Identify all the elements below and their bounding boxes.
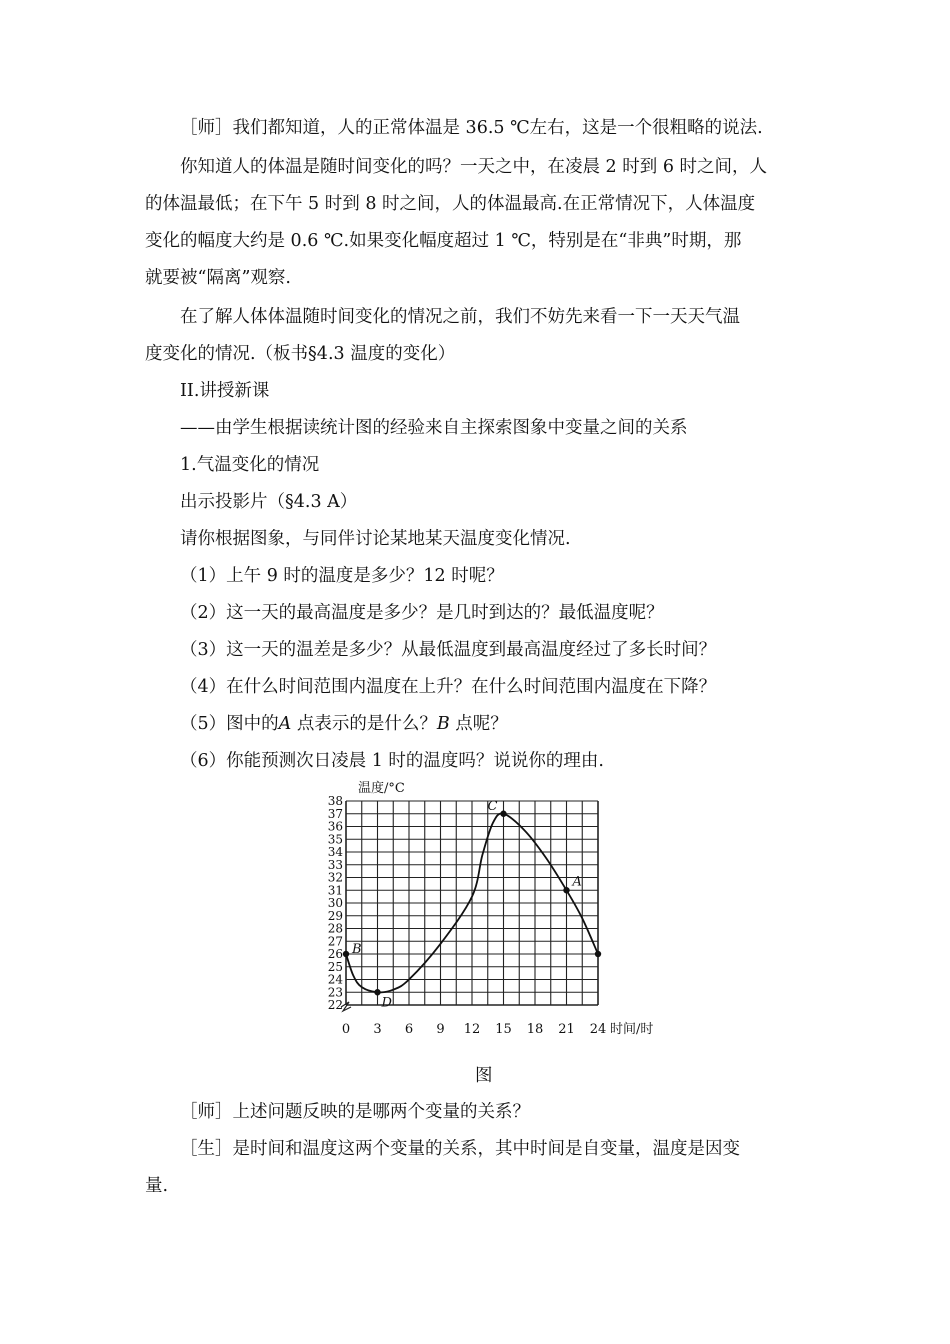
x-tick-label: 15 [495, 1022, 512, 1037]
data-point [595, 951, 601, 957]
data-point [343, 951, 349, 957]
y-tick-label: 24 [327, 972, 343, 987]
paragraph-line: 在了解人体体温随时间变化的情况之前，我们不妨先来看一下一天天气温 [180, 307, 740, 327]
point-label-c: C [487, 798, 498, 814]
y-tick-label: 35 [327, 832, 343, 847]
x-tick-label: 21 [558, 1022, 575, 1037]
y-tick-label: 33 [327, 857, 343, 872]
x-tick-label: 6 [404, 1022, 414, 1037]
figure-caption: 图 [475, 1066, 493, 1086]
data-point [563, 887, 569, 893]
paragraph-line: 你知道人的体温是随时间变化的吗？一天之中，在凌晨 2 时到 6 时之间，人 [180, 157, 768, 177]
paragraph-line: 请你根据图象，与同伴讨论某地某天温度变化情况. [180, 529, 571, 549]
paragraph-line: ［师］上述问题反映的是哪两个变量的关系？ [180, 1102, 530, 1122]
y-tick-label: 30 [327, 896, 343, 910]
y-tick-label: 36 [327, 819, 343, 834]
y-tick-label: 23 [327, 985, 343, 1000]
section-subtitle: ——由学生根据读统计图的经验来自主探索图象中变量之间的关系 [180, 418, 688, 438]
y-axis-label: 温度/°C [358, 781, 405, 796]
paragraph-line: ［生］是时间和温度这两个变量的关系，其中时间是自变量，温度是因变 [180, 1139, 740, 1159]
item-heading: 1.气温变化的情况 [180, 455, 320, 475]
y-tick-label: 34 [327, 845, 343, 859]
y-tick-label: 31 [327, 883, 343, 898]
x-tick-label: 24 [589, 1022, 607, 1037]
temperature-chart [310, 775, 690, 1045]
x-axis-label: 时间/时 [610, 1022, 654, 1037]
question-2: （2）这一天的最高温度是多少？是几时到达的？最低温度呢？ [180, 603, 664, 623]
x-tick-label: 3 [373, 1022, 382, 1037]
paragraph-line: 度变化的情况.（板书§4.3 温度的变化） [145, 344, 456, 364]
x-tick-label: 18 [526, 1022, 544, 1037]
section-heading: II.讲授新课 [180, 381, 270, 401]
question-5: （5）图中的A 点表示的是什么？B 点呢？ [180, 714, 508, 734]
paragraph-line: 出示投影片（§4.3 A） [180, 492, 358, 512]
y-tick-label: 38 [327, 794, 343, 808]
data-point [500, 811, 506, 817]
paragraph-teacher-intro: ［师］我们都知道，人的正常体温是 36.5 ℃左右，这是一个很粗略的说法. [180, 118, 763, 138]
point-label-b: B [352, 942, 362, 957]
question-3: （3）这一天的温差是多少？从最低温度到最高温度经过了多长时间？ [180, 640, 717, 660]
x-tick-label: 0 [341, 1022, 351, 1037]
y-tick-label: 26 [327, 947, 343, 961]
point-label-d: D [381, 995, 392, 1011]
y-tick-label: 32 [327, 870, 343, 885]
paragraph-line: 量. [145, 1176, 169, 1196]
y-tick-label: 22 [327, 998, 343, 1012]
x-tick-label: 9 [436, 1022, 445, 1037]
question-1: （1）上午 9 时的温度是多少？12 时呢？ [180, 566, 504, 586]
question-4: （4）在什么时间范围内温度在上升？在什么时间范围内温度在下降？ [180, 677, 717, 697]
y-tick-label: 28 [327, 921, 343, 936]
y-tick-label: 25 [327, 959, 343, 974]
paragraph-line: 的体温最低；在下午 5 时到 8 时之间，人的体温最高.在正常情况下，人体温度 [145, 194, 756, 214]
y-tick-label: 37 [327, 806, 343, 821]
paragraph-line: 就要被“隔离”观察. [145, 268, 291, 288]
paragraph-line: 变化的幅度大约是 0.6 ℃.如果变化幅度超过 1 ℃，特别是在“非典”时期，那 [145, 231, 742, 251]
question-6: （6）你能预测次日凌晨 1 时的温度吗？说说你的理由. [180, 751, 604, 771]
y-tick-label: 27 [327, 934, 343, 949]
data-point [374, 989, 380, 995]
point-label-a: A [572, 874, 582, 890]
y-tick-label: 29 [327, 908, 343, 923]
x-tick-label: 12 [463, 1022, 481, 1037]
